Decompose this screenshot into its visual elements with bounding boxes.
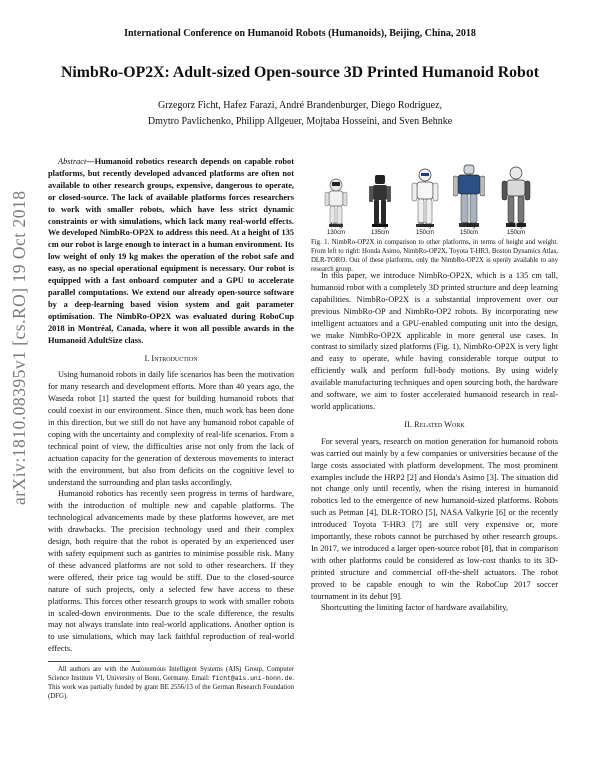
robot-label-toyota	[410, 223, 440, 236]
robot-height: 130cm	[326, 229, 345, 236]
conference-header: International Conference on Humanoid Robots (Humanoids), Beijing, China, 2018	[124, 28, 476, 39]
related-paragraph-1: For several years, research on motion generation for humanoid robots was carried out mainly by a few companies or universities because of the large costs associated with platform development. The most prominent examples include the HRP2 [2] and Honda's Asimo [3]. The situation did not change only until recently, when the rising interest in humanoid robotics led to the emergence of new humanoid-sized platforms. Robots such as Petman [4], DLR-TORO [5], NASA Valkyrie [6] or the recently introduced Toyota T-HR3 [7] are still very expensive or, more importantly, these robots cannot be purchased by other research groups. In 2017, we introduced a larger open-source robot [8], that in comparison with other platforms could be considered as low-cost thanks to its 3D-printed structure and commercial off-the-shelf actuators. The robot proved to be capable enough to win the RoboCup 2017 soccer tournament in its debut [9].	[311, 436, 558, 601]
robot-weight: 48kg	[329, 223, 343, 230]
intro-paragraph-1: Using humanoid robots in daily life scenarios has been the motivation for many research and development efforts. More than 40 years ago, the Waseda robot [1] started the quest for building humanoid robots that could coexist in our environment. Since then, much work has been done in this direction, but we still do not have any humanoid robot capable of coping with the uncertainty and complexity of real-life scenarios. From a technical point of view, the difficulties arise not only from the lack of actuation capacity for the generation of dexterous movements to interact with the environment, but also from deficits on the cognitive level to understand the surrounding and plan tasks accordingly.	[48, 370, 294, 487]
author-list	[40, 98, 560, 129]
figure-1	[311, 158, 558, 273]
intro-paragraph-2: Humanoid robotics has recently seen progress in terms of hardware, with the introduction of multiple new and capable platforms. The technological advancements made by these platforms however, are met with drawbacks. The precision technology used and their complex design, both require that the robot is operated by an experienced user with safety equipment such as gantries to minimise possible risk. Many of these advanced platforms are not sold to other researchers. If they were offered, their price tag would be stiff. Due to the closed-source nature of such projects, only a selected few have access to these platforms. This forces other research groups to work with smaller robots in scaled-down environments. Due to the scale difference, the results may not always translate into real-world applications. Another option is to use simulations, which may lack faithful reproduction of real-world effects.	[48, 489, 294, 654]
abstract	[48, 156, 294, 347]
robot-nimbro-op2x-illustration	[368, 174, 392, 228]
robot-asimo-illustration	[323, 178, 349, 228]
robot-weight: 76kg	[509, 223, 523, 230]
figure-caption: Fig. 1. NimbRo-OP2X in comparison to other platforms, in terms of height and weight. From left to right: Honda Asimo, NimbRo-OP2X, Toyota T-HR3, Boston Dynamics Atlas, DLR-TORO. Out of these platforms, only the NimbRo-OP2X is openly available to any research group.	[311, 239, 558, 273]
author-line-1: Grzegorz Ficht, Hafez Farazi, André Brandenburger, Diego Rodriguez,	[157, 100, 443, 111]
author-line-2: Dmytro Pavlichenko, Philipp Allgeuer, Mojtaba Hosseini, and Sven Behnke	[147, 115, 453, 127]
arxiv-stamp: arXiv:1810.08395v1 [cs.RO] 19 Oct 2018	[9, 190, 29, 505]
abstract-heading: Abstract	[58, 157, 87, 166]
left-column	[48, 156, 294, 701]
robot-weight: 75kg	[418, 223, 432, 230]
robot-weight: 19kg	[373, 223, 387, 230]
robot-height: 135cm	[370, 229, 389, 236]
footnote-text-2: . This work was partially funded by grant BE 2556/13 of the German Research Foundation (DFG).	[48, 675, 294, 701]
footnote-text-1: All authors are with the Autonomous Intelligent Systems (AIS) Group, Computer Science Institute VI, University of Bonn, Germany. Email:	[48, 666, 294, 683]
robot-dlr-toro-illustration	[501, 166, 531, 228]
robot-weight: 75kg	[462, 223, 476, 230]
robot-label-asimo	[321, 223, 351, 236]
right-column	[311, 270, 558, 614]
robot-lineup-image	[311, 158, 558, 236]
robot-height: 150cm	[415, 229, 434, 236]
robot-height: 150cm	[459, 229, 478, 236]
footnote-email[interactable]: ficht@ais.uni-bonn.de	[211, 675, 293, 683]
robot-toyota-thr3-illustration	[411, 168, 439, 228]
abstract-body: —Humanoid robotics research depends on capable robot platforms, but recently developed advanced platforms are often not available to other research groups, expensive, dangerous to operate, or closed-source. The lack of available platforms forces researchers to work with smaller robots, which have less strict dynamic constraints or with simulations, which lack many real-world effects. We developed NimbRo-OP2X to address this need. At a height of 135 cm our robot is large enough to interact in a human environment. Its low weight of only 19 kg makes the operation of the robot safe and easy, as no special operational equipment is necessary. Our robot is equipped with a fast onboard computer and a GPU to accelerate parallel computations. We extend our already open-source software by a deep-learning based vision system and gait parameter optimisation. The NimbRo-OP2X was evaluated during RoboCup 2018 in Montréal, Canada, where it won all possible awards in the Humanoid AdultSize class.	[48, 157, 294, 345]
robot-atlas-illustration	[453, 164, 485, 228]
paper-title: NimbRo-OP2X: Adult-sized Open-source 3D Printed Humanoid Robot	[60, 64, 540, 81]
related-paragraph-2: Shortcutting the limiting factor of hardware availability,	[321, 603, 508, 613]
robot-label-atlas	[454, 223, 484, 236]
section-heading-related-work: II. Related Work	[404, 419, 465, 429]
section-heading-introduction: I. Introduction	[144, 353, 198, 363]
robot-label-nimbro	[365, 223, 395, 236]
intro-paragraph-3: In this paper, we introduce NimbRo-OP2X, which is a 135 cm tall, humanoid robot with a completely 3D printed structure and deep learning capabilities. NimbRo-OP2X is a substantial improvement over our previous NimbRo-OP and NimbRo-OP2 robots. By incorporating new intelligent actuators and a GPU-enabled computing unit into the design, we make NimbRo-OP2X applicable in more general use cases. In contrast to similarly sized platforms (Fig. 1), NimbRo-OP2X is very light and easy to operate, while having considerable torque output to efficiently walk and perform full-body motions. By using widely available manufacturing techniques and open sourcing both, the hardware and software, we aim to foster accelerated humanoid research in real-world applications.	[311, 271, 558, 411]
footnote	[48, 665, 294, 701]
robot-height: 150cm	[506, 229, 525, 236]
robot-label-toro	[501, 223, 531, 236]
